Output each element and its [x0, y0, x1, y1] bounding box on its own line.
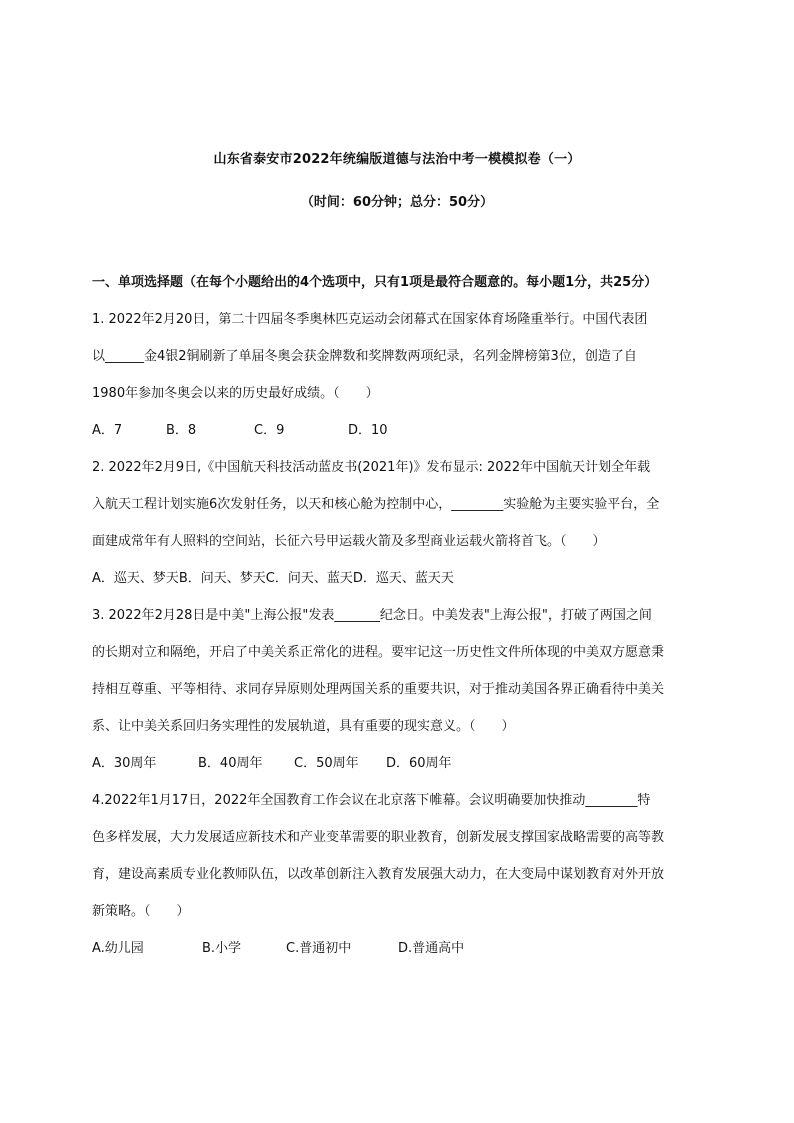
exam-title: 山东省泰安市2022年统编版道德与法治中考一模模拟卷（一） — [213, 152, 581, 167]
question-text-line: 持相互尊重、平等相待、求同存异原则处理两国关系的重要共识，对于推动美国各界正确看待中美关 — [92, 682, 665, 697]
question-text-line: 面建成常年有人照料的空间站，长征六号甲运载火箭及多型商业运载火箭将首飞。（ ） — [92, 534, 606, 549]
question-text-line: 2. 2022年2月9日,《中国航天科技活动蓝皮书(2021年)》发布显示: 2022年中国航天计划全年载 — [92, 460, 651, 475]
question-text-line: 系、让中美关系回归务实理性的发展轨道，具有重要的现实意义。（ ） — [92, 719, 515, 734]
option-a: A.幼儿园 — [92, 941, 144, 956]
question-text-line: 1980年参加冬奥会以来的历史最好成绩。（ ） — [92, 386, 379, 401]
question-text-line: 新策略。（ ） — [92, 904, 190, 919]
answer-options — [92, 420, 712, 457]
question-4 — [92, 790, 712, 975]
option-b: B.小学 — [202, 941, 242, 956]
answer-options — [92, 938, 712, 975]
question-text-line: 育，建设高素质专业化教师队伍，以改革创新注入教育发展强大动力，在大变局中谋划教育对外开放 — [92, 867, 665, 882]
option-d: D．10 — [348, 423, 388, 438]
option-a: A．7 — [92, 423, 123, 438]
answer-options — [92, 753, 712, 790]
option-b: B．8 — [166, 423, 197, 438]
option-d: D．60周年 — [386, 756, 452, 771]
exam-content — [92, 272, 712, 975]
section-heading: 一、单项选择题（在每个小题给出的4个选项中，只有1项是最符合题意的。每小题1分，共25分） — [92, 275, 658, 290]
option-d: D.普通高中 — [398, 941, 465, 956]
question-text-line: 1. 2022年2月20日，第二十四届冬季奥林匹克运动会闭幕式在国家体育场隆重举行。中国代表团 — [92, 312, 648, 327]
option-c: C.普通初中 — [286, 941, 352, 956]
option-b: B．40周年 — [198, 756, 263, 771]
exam-subtitle: （时间：60分钟；总分：50分） — [300, 195, 494, 210]
question-text-line: 色多样发展，大力发展适应新技术和产业变革需要的职业教育，创新发展支撑国家战略需要的高等教 — [92, 830, 665, 845]
option-c: C．50周年 — [294, 756, 359, 771]
option-line: A．巡天、梦天B．问天、梦天C．问天、蓝天D．巡天、蓝天天 — [92, 571, 454, 586]
question-1 — [92, 309, 712, 457]
question-text-line: 以______金4银2铜刷新了单届冬奥会获金牌数和奖牌数两项纪录，名列金牌榜第3位，创造了自 — [92, 349, 637, 364]
option-a: A．30周年 — [92, 756, 157, 771]
question-text-line: 3. 2022年2月28日是中美"上海公报"发表_______纪念日。中美发表"上海公报"，打破了两国之间 — [92, 608, 652, 623]
question-text-line: 4.2022年1月17日，2022年全国教育工作会议在北京落下帷幕。会议明确要加快推动________特 — [92, 793, 651, 808]
question-3 — [92, 605, 712, 790]
question-text-line: 入航天工程计划实施6次发射任务，以天和核心舱为控制中心，________实验舱为主要实验平台，全 — [92, 497, 660, 512]
question-text-line: 的长期对立和隔绝，开启了中美关系正常化的进程。要牢记这一历史性文件所体现的中美双方愿意秉 — [92, 645, 665, 660]
option-c: C．9 — [254, 423, 285, 438]
question-2 — [92, 457, 712, 605]
answer-options — [92, 568, 712, 605]
